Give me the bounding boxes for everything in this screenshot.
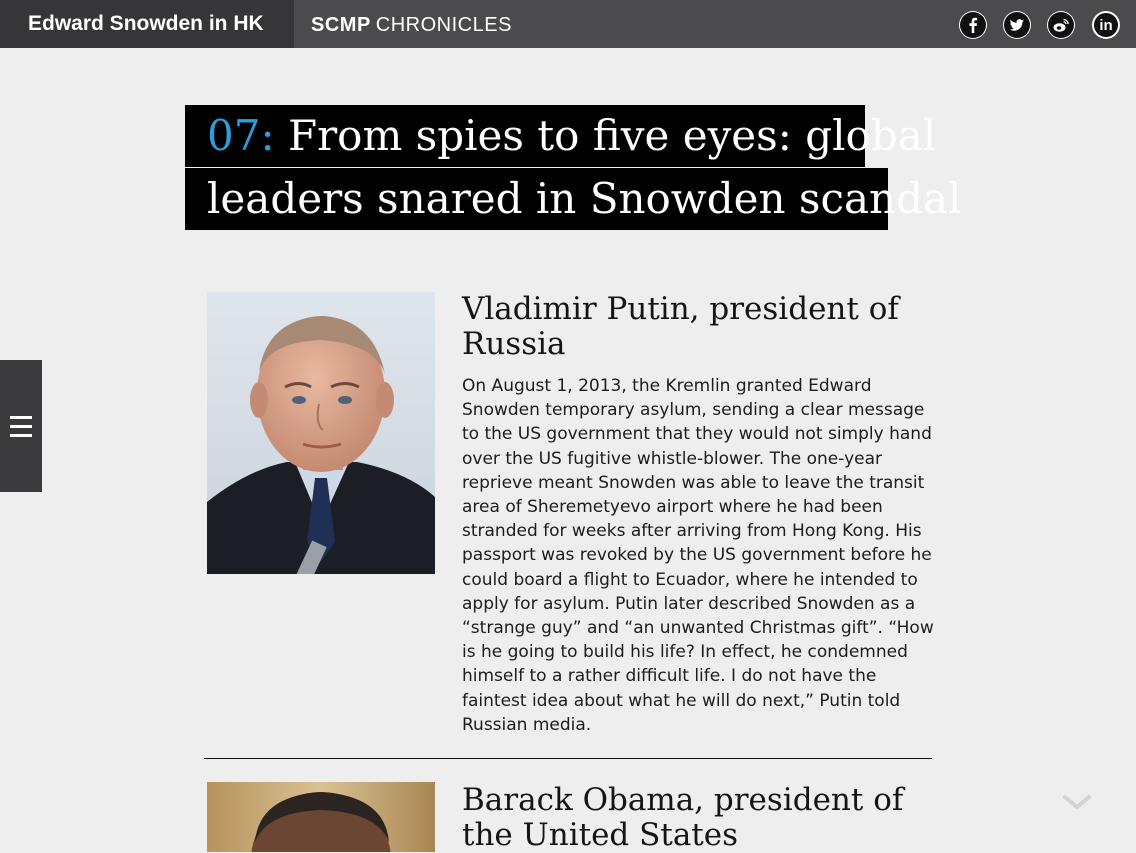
weibo-icon[interactable] (1047, 11, 1075, 39)
site-title[interactable]: Edward Snowden in HK (0, 0, 294, 48)
entry-name-obama: Barack Obama, president of the United States (462, 782, 904, 853)
linkedin-label: in (1094, 13, 1118, 37)
headline-line-2 (185, 168, 962, 230)
brand-light: CHRONICLES (375, 14, 512, 36)
top-bar (0, 0, 1136, 48)
brand-bold: SCMP (311, 14, 371, 36)
headline-text-2: leaders snared in Snowden scandal (207, 174, 962, 223)
menu-icon[interactable] (0, 360, 42, 492)
putin-photo (207, 292, 435, 574)
twitter-icon[interactable] (1003, 11, 1031, 39)
article-number: 07: (207, 111, 275, 160)
facebook-icon[interactable] (959, 11, 987, 39)
linkedin-icon[interactable] (1092, 11, 1120, 39)
headline-line-1 (185, 105, 937, 167)
headline-text-1: From spies to five eyes: global (287, 111, 937, 160)
brand-logo[interactable] (311, 0, 512, 48)
entry-name-putin: Vladimir Putin, president of Russia (462, 291, 899, 362)
entry-body-putin: On August 1, 2013, the Kremlin granted Edward Snowden temporary asylum, sending a clear message to the US government that they would not simply hand over the US fugitive whistle-blower. The one-year reprieve meant Snowden was able to leave the transit area of Sheremetyevo airport where he had been stranded for weeks after arriving from Hong Kong. His passport was revoked by the US government before he could board a flight to Ecuador, where he intended to apply for asylum. Putin later described Snowden as a “strange guy” and “an unwanted Christmas gift”. “How is he going to build his life? In effect, he condemned himself to a rather difficult life. I do not have the faintest idea about what he will do next,” Putin told Russian media. (462, 376, 934, 735)
chevron-down-icon[interactable] (1062, 792, 1092, 812)
divider (204, 758, 932, 759)
obama-photo (207, 782, 435, 852)
